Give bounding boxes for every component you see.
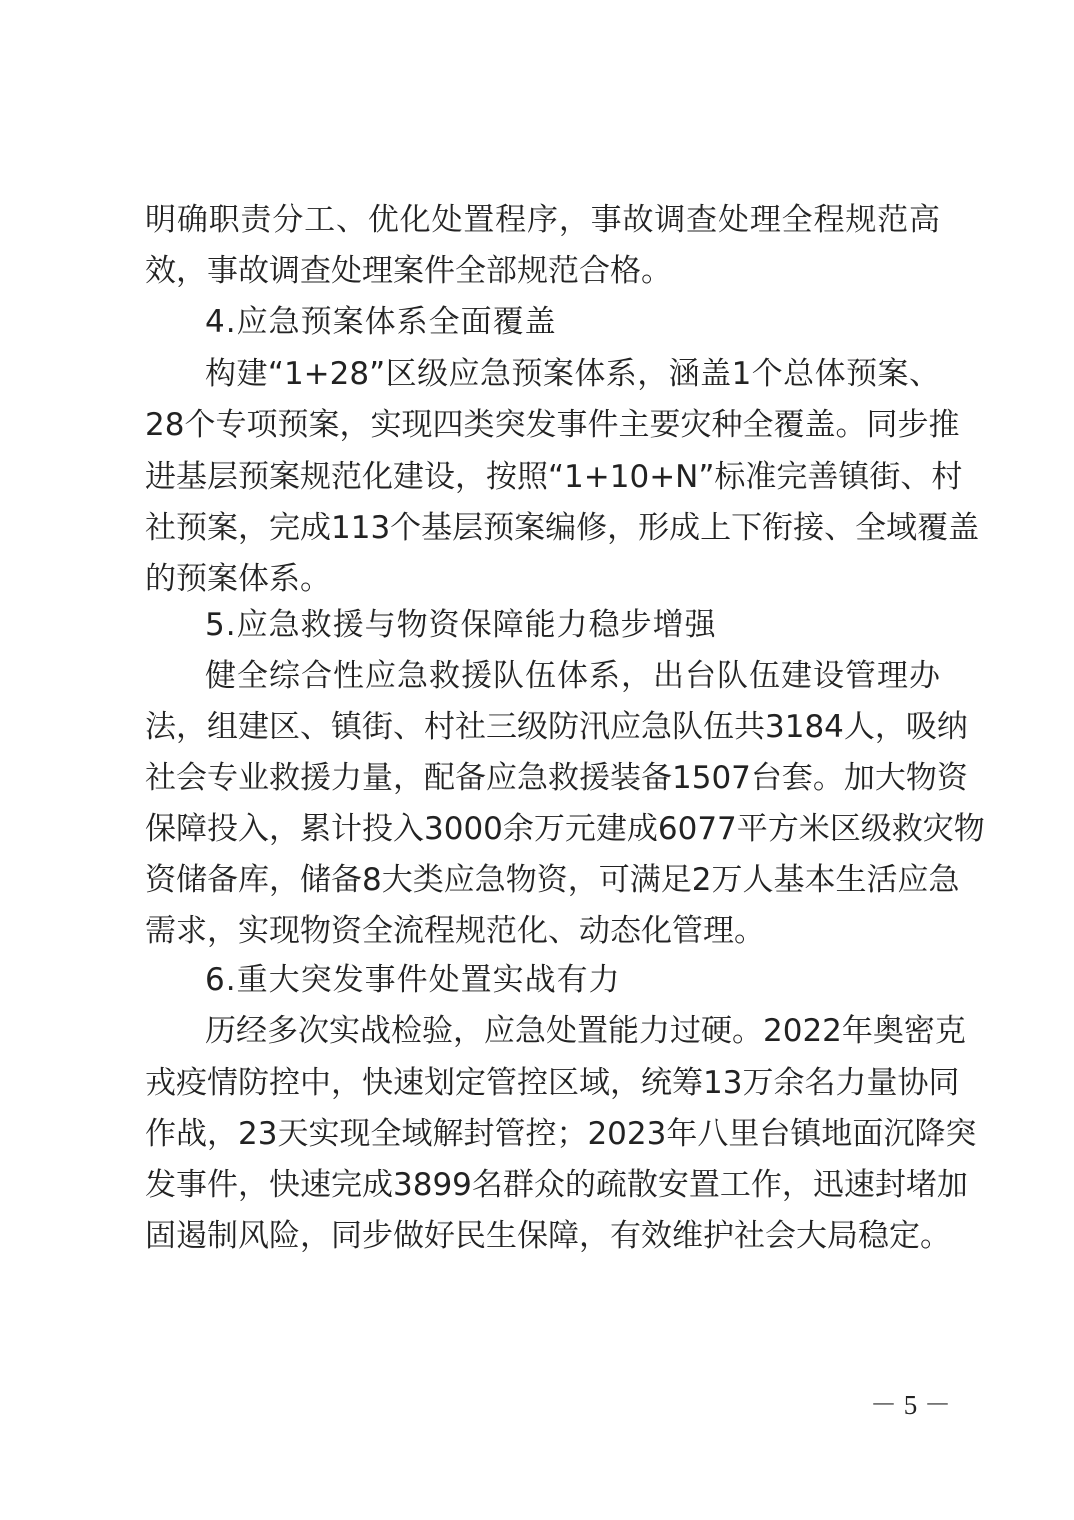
- paragraph-line: 历经多次实战检验，应急处置能力过硬。2022年奥密克: [205, 1013, 966, 1049]
- paragraph-line: 构建“1+28”区级应急预案体系，涵盖1个总体预案、: [205, 356, 940, 392]
- paragraph-line: 固遏制风险，同步做好民生保障，有效维护社会大局稳定。: [145, 1218, 951, 1254]
- section-heading-4: 4.应急预案体系全面覆盖: [205, 304, 557, 340]
- paragraph-line: 进基层预案规范化建设，按照“1+10+N”标准完善镇街、村: [145, 459, 963, 495]
- paragraph-line: 明确职责分工、优化处置程序，事故调查处理全程规范高: [145, 202, 940, 238]
- paragraph-line: 资储备库，储备8大类应急物资，可满足2万人基本生活应急: [145, 862, 960, 898]
- paragraph-line: 戎疫情防控中，快速划定管控区域，统筹13万余名力量协同: [145, 1065, 960, 1101]
- paragraph-line: 效，事故调查处理案件全部规范合格。: [145, 253, 672, 289]
- paragraph-line: 需求，实现物资全流程规范化、动态化管理。: [145, 913, 765, 949]
- paragraph-line: 社预案，完成113个基层预案编修，形成上下衔接、全域覆盖: [145, 510, 980, 546]
- paragraph-line: 社会专业救援力量，配备应急救援装备1507台套。加大物资: [145, 760, 968, 796]
- paragraph-line: 法，组建区、镇街、村社三级防汛应急队伍共3184人，吸纳: [145, 709, 968, 745]
- paragraph-line: 的预案体系。: [145, 561, 331, 597]
- page-number: － 5 －: [870, 1390, 951, 1420]
- paragraph-line: 保障投入，累计投入3000余万元建成6077平方米区级救灾物: [145, 811, 985, 847]
- paragraph-line: 作战，23天实现全域解封管控；2023年八里台镇地面沉降突: [145, 1116, 977, 1152]
- paragraph-line: 发事件，快速完成3899名群众的疏散安置工作，迅速封堵加: [145, 1167, 968, 1203]
- paragraph-line: 28个专项预案，实现四类突发事件主要灾种全覆盖。同步推: [145, 407, 960, 443]
- paragraph-line: 健全综合性应急救援队伍体系，出台队伍建设管理办: [205, 658, 940, 694]
- section-heading-5: 5.应急救援与物资保障能力稳步增强: [205, 607, 717, 643]
- section-heading-6: 6.重大突发事件处置实战有力: [205, 962, 621, 998]
